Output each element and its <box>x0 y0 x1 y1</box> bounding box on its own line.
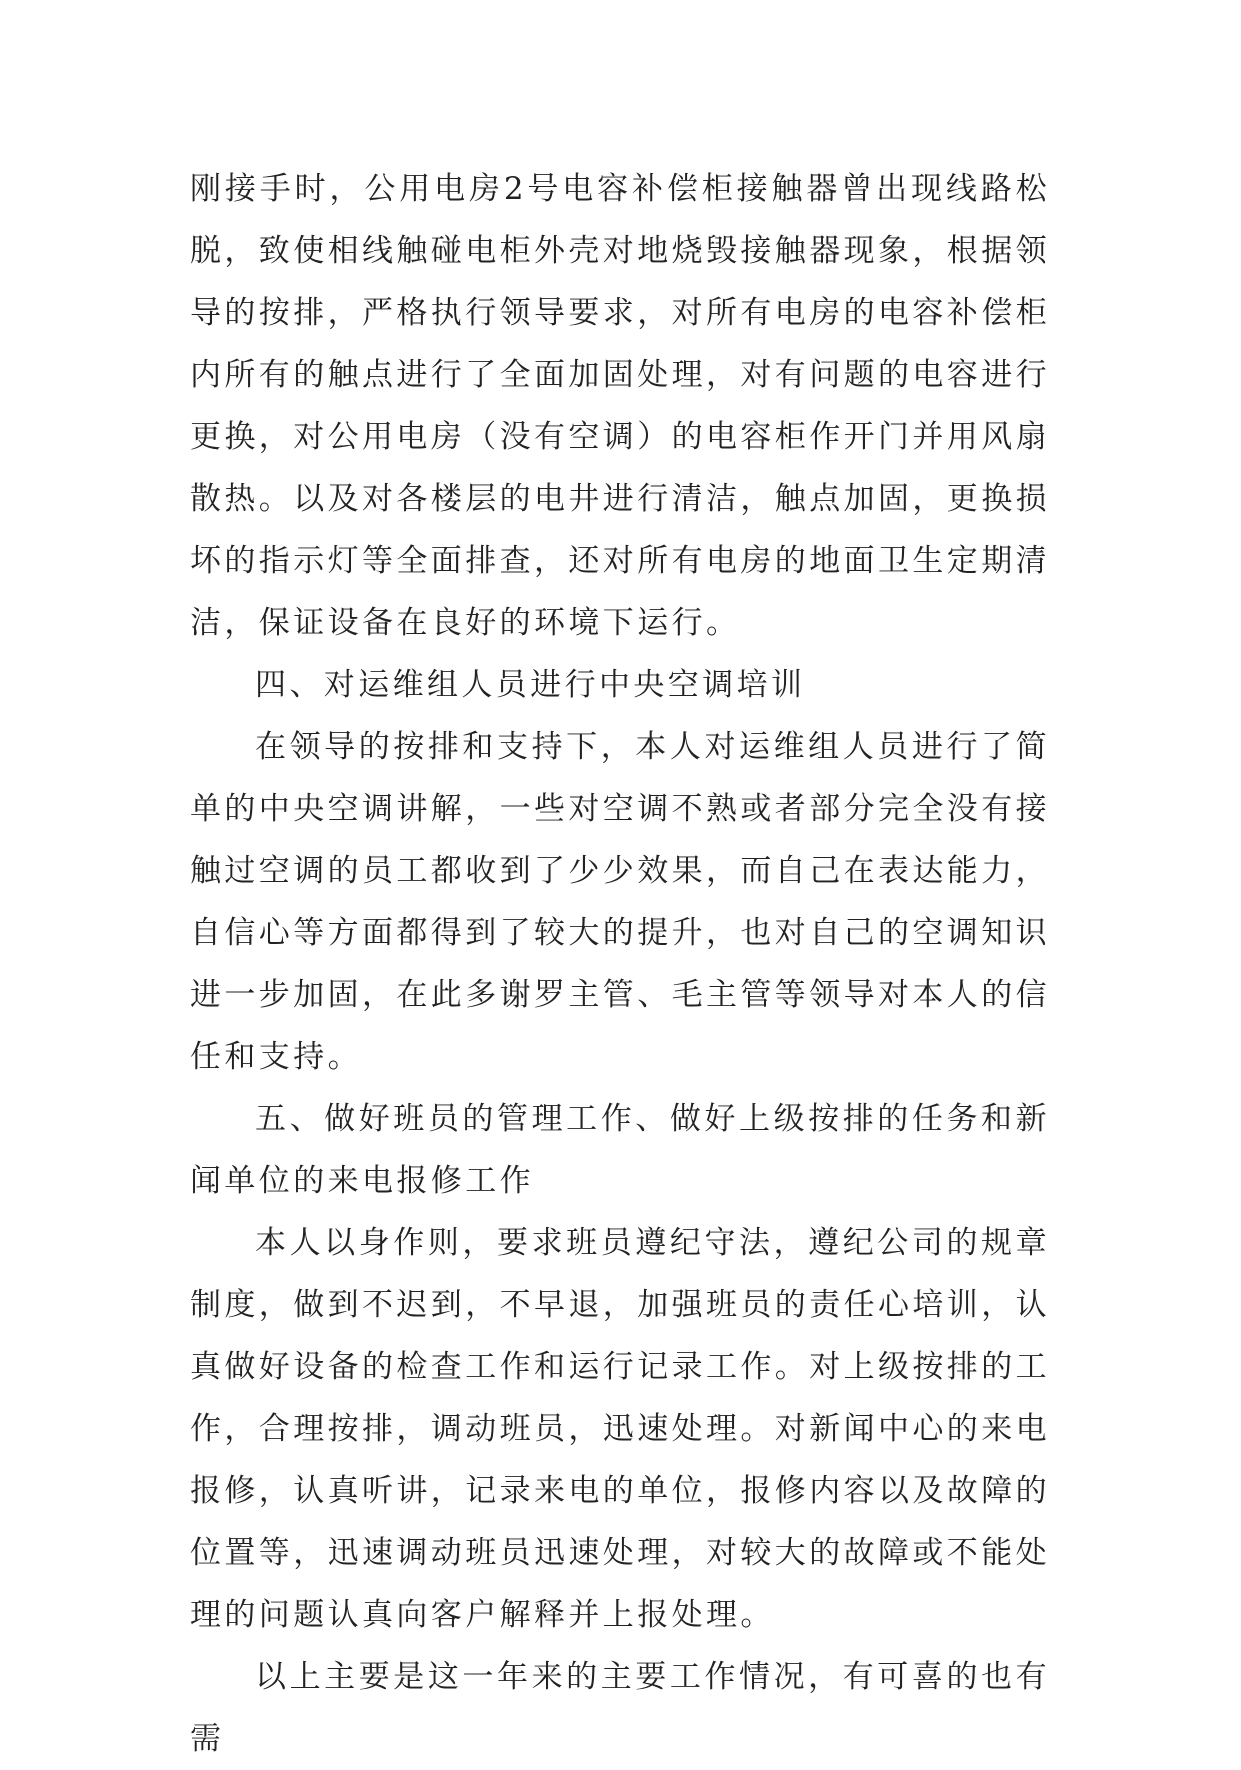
section-heading-team-management: 五、做好班员的管理工作、做好上级按排的任务和新闻单位的来电报修工作 <box>190 1101 1050 1199</box>
paragraph-team-management: 本人以身作则，要求班员遵纪守法，遵纪公司的规章制度，做到不迟到，不早退，加强班员的责任心培训，认真做好设备的检查工作和运行记录工作。对上级按排的工作，合理按排，调动班员，迅速处理。对新闻中心的来电报修，认真听讲，记录来电的单位，报修内容以及故障的位置等，迅速调动班员迅速处理，对较大的故障或不能处理的问题认真向客户解释并上报处理。 <box>190 1225 1050 1633</box>
paragraph-summary: 以上主要是这一年来的主要工作情况，有可喜的也有需 <box>190 1659 1050 1757</box>
document-body <box>190 158 1050 1770</box>
section-heading-ac-training: 四、对运维组人员进行中央空调培训 <box>255 667 806 703</box>
paragraph-ac-training: 在领导的按排和支持下，本人对运维组人员进行了简单的中央空调讲解，一些对空调不熟或者部分完全没有接触过空调的员工都收到了少少效果，而自己在表达能力，自信心等方面都得到了较大的提升，也对自己的空调知识进一步加固，在此多谢罗主管、毛主管等领导对本人的信任和支持。 <box>190 729 1050 1075</box>
paragraph-power-room-maintenance: 刚接手时，公用电房2号电容补偿柜接触器曾出现线路松脱，致使相线触碰电柜外壳对地烧毁接触器现象，根据领导的按排，严格执行领导要求，对所有电房的电容补偿柜内所有的触点进行了全面加固处理，对有问题的电容进行更换，对公用电房（没有空调）的电容柜作开门并用风扇散热。以及对各楼层的电井进行清洁，触点加固，更换损坏的指示灯等全面排查，还对所有电房的地面卫生定期清洁，保证设备在良好的环境下运行。 <box>190 171 1050 641</box>
